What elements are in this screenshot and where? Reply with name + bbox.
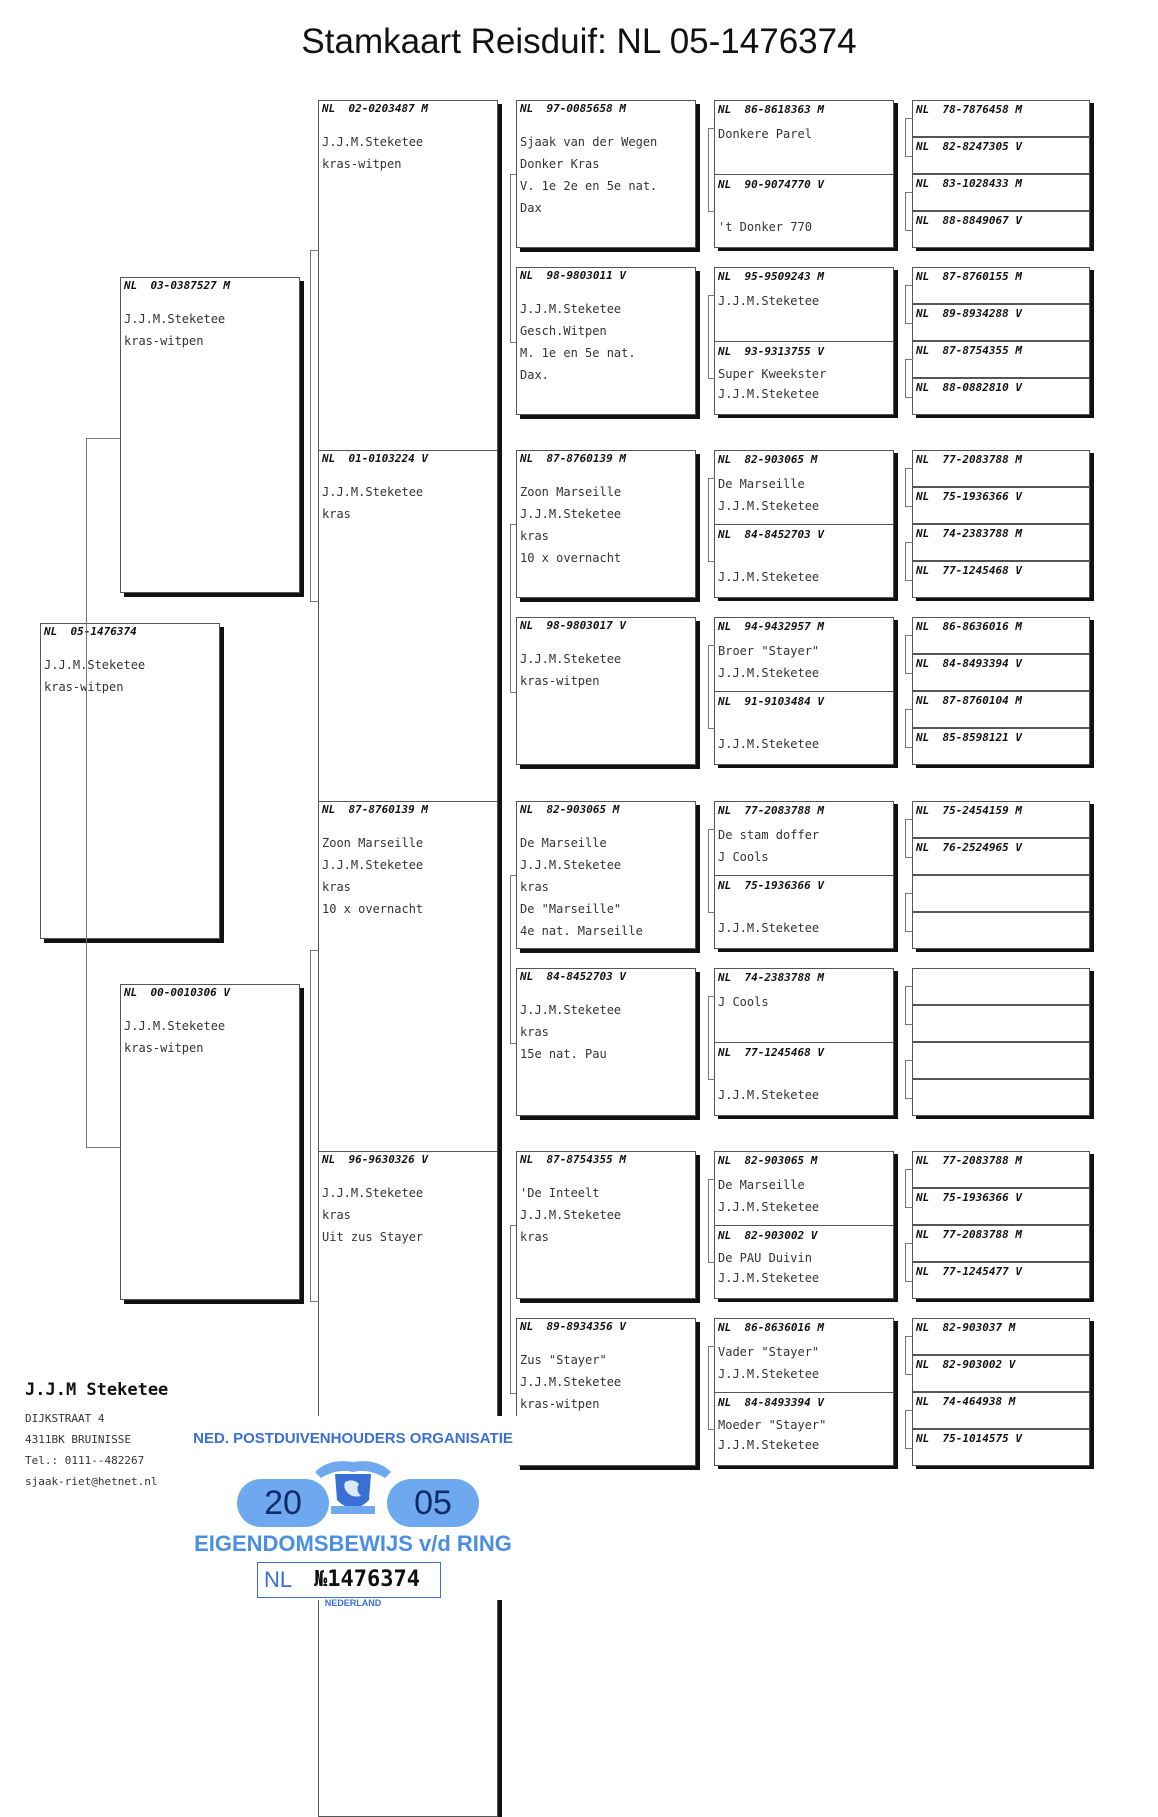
pedigree-connector — [905, 1410, 913, 1449]
info-line: J.J.M.Steketee — [44, 658, 146, 672]
ring-number: NL 89-8934356 V — [520, 1320, 626, 1333]
ring-number: NL 77-1245468 V — [916, 564, 1022, 577]
owner-block — [25, 1380, 168, 1492]
gen5-bird-slot — [912, 801, 1090, 838]
owner-street: DIJKSTRAAT 4 — [25, 1412, 105, 1425]
info-line: Zoon Marseille — [520, 485, 622, 499]
gen5-bird-slot — [912, 450, 1090, 487]
info-line: 4e nat. Marseille — [520, 924, 643, 938]
ring-number: NL 88-8849067 V — [916, 214, 1022, 227]
owner-email: sjaak-riet@hetnet.nl — [25, 1475, 158, 1488]
pedigree-connector — [905, 192, 913, 231]
gen4-bottom-bird — [715, 341, 893, 404]
pedigree-connector — [905, 468, 913, 507]
pedigree-connector — [510, 174, 517, 343]
pedigree-connector — [905, 635, 913, 674]
gen5-bird-slot — [912, 561, 1090, 598]
gen5-bird-slot — [912, 1042, 1090, 1079]
great-grandparent-card — [516, 1151, 696, 1299]
ring-number: NL 93-9313755 V — [718, 345, 824, 358]
info-line: J.J.M.Steketee — [718, 499, 820, 513]
info-line: J.J.M.Steketee — [718, 1271, 820, 1285]
ring-number: NL 77-2083788 M — [916, 1228, 1022, 1241]
gen5-bird-slot — [912, 378, 1090, 415]
info-line: Gesch.Witpen — [520, 324, 607, 338]
gen5-bird-slot — [912, 341, 1090, 378]
subject-bird-card — [40, 623, 220, 939]
gen5-bird-slot — [912, 617, 1090, 654]
info-line: Zoon Marseille — [322, 836, 424, 850]
info-line: kras — [520, 1230, 549, 1244]
ring-number: NL 88-0882810 V — [916, 381, 1022, 394]
page-title: Stamkaart Reisduif: NL 05-1476374 — [301, 22, 857, 61]
info-line: J.J.M.Steketee — [718, 921, 820, 935]
great-grandparent-card — [516, 801, 696, 949]
info-line: kras — [322, 1208, 351, 1222]
ring-number: NL 82-8247305 V — [916, 140, 1022, 153]
gen5-bird-slot — [912, 487, 1090, 524]
ring-number: NL 82-903065 M — [718, 453, 818, 466]
ring-number: NL 87-8760139 M — [520, 452, 626, 465]
ring-number: NL 75-1936366 V — [916, 1191, 1022, 1204]
pedigree-connector — [708, 829, 715, 913]
ring-number: NL 85-8598121 V — [916, 731, 1022, 744]
info-line: Uit zus Stayer — [322, 1230, 424, 1244]
ring-number: NL 90-9074770 V — [718, 178, 824, 191]
info-line: Broer "Stayer" — [718, 644, 820, 658]
info-line: kras-witpen — [520, 674, 600, 688]
certificate-ring-box — [257, 1562, 441, 1598]
gen5-bird-slot — [912, 137, 1090, 174]
great-grandparent-card — [516, 450, 696, 598]
pedigree-connector — [905, 893, 913, 932]
gen5-bird-slot — [912, 1005, 1090, 1042]
great-grandparent-card — [516, 1318, 696, 1466]
ring-number — [913, 969, 1089, 973]
great-grandparent-card — [516, 968, 696, 1116]
info-line: J.J.M.Steketee — [718, 1438, 820, 1452]
info-line: 't Donker 770 — [718, 220, 812, 234]
info-line: 15e nat. Pau — [520, 1047, 607, 1061]
ring-number: NL 87-8760104 M — [916, 694, 1022, 707]
gen5-bird-slot — [912, 875, 1090, 912]
ring-number: NL 00-0010306 V — [124, 986, 230, 999]
info-line: J.J.M.Steketee — [322, 485, 424, 499]
gen4-top-bird — [715, 451, 893, 517]
pedigree-connector — [510, 524, 517, 693]
ring-number: NL 87-8760139 M — [322, 803, 428, 816]
certificate-year-right: 05 — [387, 1479, 479, 1527]
gen5-bird-slot — [912, 654, 1090, 691]
ring-number: NL 86-8636016 M — [916, 620, 1022, 633]
ring-number: NL 02-0203487 M — [322, 102, 428, 115]
certificate-country: NEDERLAND — [324, 1598, 382, 1608]
ring-number: NL 98-9803017 V — [520, 619, 626, 632]
gen5-bird-slot — [912, 1429, 1090, 1466]
info-line: De PAU Duivin — [718, 1251, 812, 1265]
pedigree-connector — [905, 986, 913, 1025]
ring-number — [913, 876, 1089, 880]
info-line: 10 x overnacht — [520, 551, 622, 565]
great-grandparent-card — [516, 617, 696, 765]
ring-number: NL 82-903002 V — [718, 1229, 818, 1242]
info-line: J.J.M.Steketee — [718, 737, 820, 751]
info-line: kras — [520, 529, 549, 543]
info-line: kras-witpen — [44, 680, 124, 694]
info-line: kras-witpen — [520, 1397, 600, 1411]
info-line: V. 1e 2e en 5e nat. — [520, 179, 658, 193]
info-line: J.J.M.Steketee — [718, 1200, 820, 1214]
lion-crest-icon — [309, 1452, 397, 1522]
pedigree-connector — [708, 295, 715, 379]
gen4-pair-card — [714, 968, 894, 1116]
info-line: Zus "Stayer" — [520, 1353, 607, 1367]
gen5-bird-slot — [912, 1355, 1090, 1392]
info-line: J.J.M.Steketee — [520, 858, 622, 872]
ring-number: NL 83-1028433 M — [916, 177, 1022, 190]
info-line: J.J.M.Steketee — [124, 312, 226, 326]
ring-number: NL 86-8636016 M — [718, 1321, 824, 1334]
info-line: kras-witpen — [124, 1041, 204, 1055]
info-line: De Marseille — [520, 836, 607, 850]
gen4-bottom-bird — [715, 174, 893, 237]
pedigree-connector — [708, 128, 715, 212]
gen4-top-bird — [715, 802, 893, 868]
ring-number: NL 87-8760155 M — [916, 270, 1022, 283]
ring-number: NL 01-0103224 V — [322, 452, 428, 465]
pedigree-connector — [905, 1060, 913, 1099]
info-line: J.J.M.Steketee — [322, 858, 424, 872]
info-line: Sjaak van der Wegen — [520, 135, 658, 149]
info-line: kras — [322, 507, 351, 521]
ring-number: NL 82-903065 M — [718, 1154, 818, 1167]
gen4-pair-card — [714, 801, 894, 949]
info-line: kras — [520, 880, 549, 894]
info-line: De "Marseille" — [520, 902, 622, 916]
ring-number: NL 94-9432957 M — [718, 620, 824, 633]
gen4-bottom-bird — [715, 1042, 893, 1105]
gen5-bird-slot — [912, 211, 1090, 248]
gen4-pair-card — [714, 1151, 894, 1299]
ring-number: NL 75-1936366 V — [916, 490, 1022, 503]
info-line: J.J.M.Steketee — [718, 1367, 820, 1381]
ring-number: NL 77-2083788 M — [718, 804, 824, 817]
gen5-bird-slot — [912, 1079, 1090, 1116]
info-line: M. 1e en 5e nat. — [520, 346, 636, 360]
pedigree-connector — [905, 118, 913, 157]
pedigree-connector — [708, 1346, 715, 1430]
ring-number — [913, 1006, 1089, 1010]
ring-number: NL 77-2083788 M — [916, 453, 1022, 466]
info-line: J.J.M.Steketee — [520, 652, 622, 666]
gen5-bird-slot — [912, 1318, 1090, 1355]
ring-number — [913, 1080, 1089, 1084]
gen5-bird-slot — [912, 1151, 1090, 1188]
gen4-bottom-bird — [715, 875, 893, 938]
gen5-bird-slot — [912, 728, 1090, 765]
info-line: Donker Kras — [520, 157, 600, 171]
ring-number: NL 74-2383788 M — [718, 971, 824, 984]
ring-certificate — [187, 1416, 519, 1608]
ring-number — [913, 1043, 1089, 1047]
ring-number: NL 82-903065 M — [520, 803, 620, 816]
ring-number: NL 98-9803011 V — [520, 269, 626, 282]
pedigree-connector — [708, 1179, 715, 1263]
info-line: Dax. — [520, 368, 549, 382]
gen4-bottom-bird — [715, 691, 893, 754]
ring-number: NL 75-1014575 V — [916, 1432, 1022, 1445]
gen5-bird-slot — [912, 1262, 1090, 1299]
ring-number: NL 75-1936366 V — [718, 879, 824, 892]
gen4-top-bird — [715, 1319, 893, 1385]
info-line: kras-witpen — [124, 334, 204, 348]
ring-number: NL 84-8493394 V — [718, 1396, 824, 1409]
info-line: J.J.M.Steketee — [520, 1375, 622, 1389]
gen4-bottom-bird — [715, 1392, 893, 1455]
info-line: J.J.M.Steketee — [520, 302, 622, 316]
info-line: 10 x overnacht — [322, 902, 424, 916]
info-line: J.J.M.Steketee — [718, 294, 820, 308]
certificate-organization: NED. POSTDUIVENHOUDERS ORGANISATIE — [193, 1430, 513, 1447]
pedigree-connector — [905, 709, 913, 748]
gen4-top-bird — [715, 101, 893, 145]
gen4-pair-card — [714, 1318, 894, 1466]
certificate-year-left: 20 — [237, 1479, 329, 1527]
ring-number: NL 97-0085658 M — [520, 102, 626, 115]
info-line: J.J.M.Steketee — [520, 1003, 622, 1017]
ring-number: NL 78-7876458 M — [916, 103, 1022, 116]
pedigree-connector — [310, 250, 319, 602]
certificate-country-code: NL — [264, 1567, 293, 1592]
gen5-bird-slot — [912, 100, 1090, 137]
owner-city: 4311BK BRUINISSE — [25, 1433, 131, 1446]
certificate-ring-number: №1476374 — [314, 1567, 420, 1592]
gen4-pair-card — [714, 267, 894, 415]
gen5-bird-slot — [912, 267, 1090, 304]
pedigree-connector — [708, 478, 715, 562]
gen5-bird-slot — [912, 1392, 1090, 1429]
info-line: De Marseille — [718, 1178, 805, 1192]
info-line: De Marseille — [718, 477, 805, 491]
great-grandparent-card — [516, 100, 696, 248]
pedigree-connector — [905, 819, 913, 858]
info-line: J.J.M.Steketee — [322, 135, 424, 149]
gen5-bird-slot — [912, 524, 1090, 561]
pedigree-connector — [310, 950, 319, 1302]
info-line: J.J.M.Steketee — [124, 1019, 226, 1033]
gen5-bird-slot — [912, 691, 1090, 728]
ring-number: NL 89-8934288 V — [916, 307, 1022, 320]
pedigree-connector — [905, 359, 913, 398]
ring-number — [913, 913, 1089, 917]
info-line: J Cools — [718, 850, 769, 864]
gen5-bird-slot — [912, 968, 1090, 1005]
ring-number: NL 05-1476374 — [44, 625, 137, 638]
gen5-bird-slot — [912, 912, 1090, 949]
info-line: J.J.M.Steketee — [520, 507, 622, 521]
gen4-bottom-bird — [715, 1225, 893, 1288]
gen5-bird-slot — [912, 1188, 1090, 1225]
ring-number: NL 84-8493394 V — [916, 657, 1022, 670]
info-line: J.J.M.Steketee — [322, 1186, 424, 1200]
gen4-pair-card — [714, 100, 894, 248]
info-line: Dax — [520, 201, 542, 215]
ring-number: NL 84-8452703 V — [718, 528, 824, 541]
ring-number: NL 77-1245468 V — [718, 1046, 824, 1059]
ring-number: NL 82-903037 M — [916, 1321, 1016, 1334]
owner-phone: Tel.: 0111--482267 — [25, 1454, 145, 1467]
info-line: Vader "Stayer" — [718, 1345, 820, 1359]
pedigree-connector — [510, 1225, 517, 1394]
great-grandparent-card — [516, 267, 696, 415]
info-line: J.J.M.Steketee — [718, 666, 820, 680]
pedigree-connector — [510, 875, 517, 1044]
owner-name: J.J.M Steketee — [25, 1380, 169, 1400]
pedigree-connector — [905, 1336, 913, 1375]
info-line: J Cools — [718, 995, 769, 1009]
info-line: Moeder "Stayer" — [718, 1418, 827, 1432]
info-line: Donkere Parel — [718, 127, 812, 141]
ring-number: NL 03-0387527 M — [124, 279, 230, 292]
gen4-top-bird — [715, 268, 893, 312]
ring-number: NL 86-8618363 M — [718, 103, 824, 116]
gen4-pair-card — [714, 617, 894, 765]
pedigree-connector — [905, 1169, 913, 1208]
ring-number: NL 82-903002 V — [916, 1358, 1016, 1371]
info-line: J.J.M.Steketee — [520, 1208, 622, 1222]
ring-number: NL 76-2524965 V — [916, 841, 1022, 854]
info-line: J.J.M.Steketee — [718, 570, 820, 584]
pedigree-connector — [708, 645, 715, 729]
pedigree-connector — [708, 996, 715, 1080]
ring-number: NL 95-9509243 M — [718, 270, 824, 283]
certificate-title: EIGENDOMSBEWIJS v/d RING — [194, 1531, 512, 1556]
pedigree-connector — [905, 1243, 913, 1282]
info-line: Super Kweekster — [718, 367, 827, 381]
ring-number: NL 77-1245477 V — [916, 1265, 1022, 1278]
gen5-bird-slot — [912, 1225, 1090, 1262]
info-line: J.J.M.Steketee — [718, 387, 820, 401]
pedigree-connector — [86, 438, 121, 1148]
info-line: kras-witpen — [322, 157, 402, 171]
ring-number: NL 84-8452703 V — [520, 970, 626, 983]
gen4-top-bird — [715, 969, 893, 1013]
ring-number: NL 96-9630326 V — [322, 1153, 428, 1166]
info-line: kras — [520, 1025, 549, 1039]
pedigree-connector — [905, 542, 913, 581]
sire-card — [120, 277, 300, 593]
ring-number: NL 87-8754355 M — [916, 344, 1022, 357]
pedigree-connector — [905, 285, 913, 324]
gen5-bird-slot — [912, 304, 1090, 341]
info-line: J.J.M.Steketee — [718, 1088, 820, 1102]
ring-number: NL 74-464938 M — [916, 1395, 1016, 1408]
gen5-bird-slot — [912, 838, 1090, 875]
gen4-bottom-bird — [715, 524, 893, 587]
ring-number: NL 91-9103484 V — [718, 695, 824, 708]
dam-card — [120, 984, 300, 1300]
info-line: 'De Inteelt — [520, 1186, 600, 1200]
ring-number: NL 87-8754355 M — [520, 1153, 626, 1166]
gen5-bird-slot — [912, 174, 1090, 211]
gen4-top-bird — [715, 618, 893, 684]
gen4-pair-card — [714, 450, 894, 598]
info-line: kras — [322, 880, 351, 894]
ring-number: NL 75-2454159 M — [916, 804, 1022, 817]
ring-number: NL 74-2383788 M — [916, 527, 1022, 540]
info-line: De stam doffer — [718, 828, 820, 842]
gen4-top-bird — [715, 1152, 893, 1218]
ring-number: NL 77-2083788 M — [916, 1154, 1022, 1167]
